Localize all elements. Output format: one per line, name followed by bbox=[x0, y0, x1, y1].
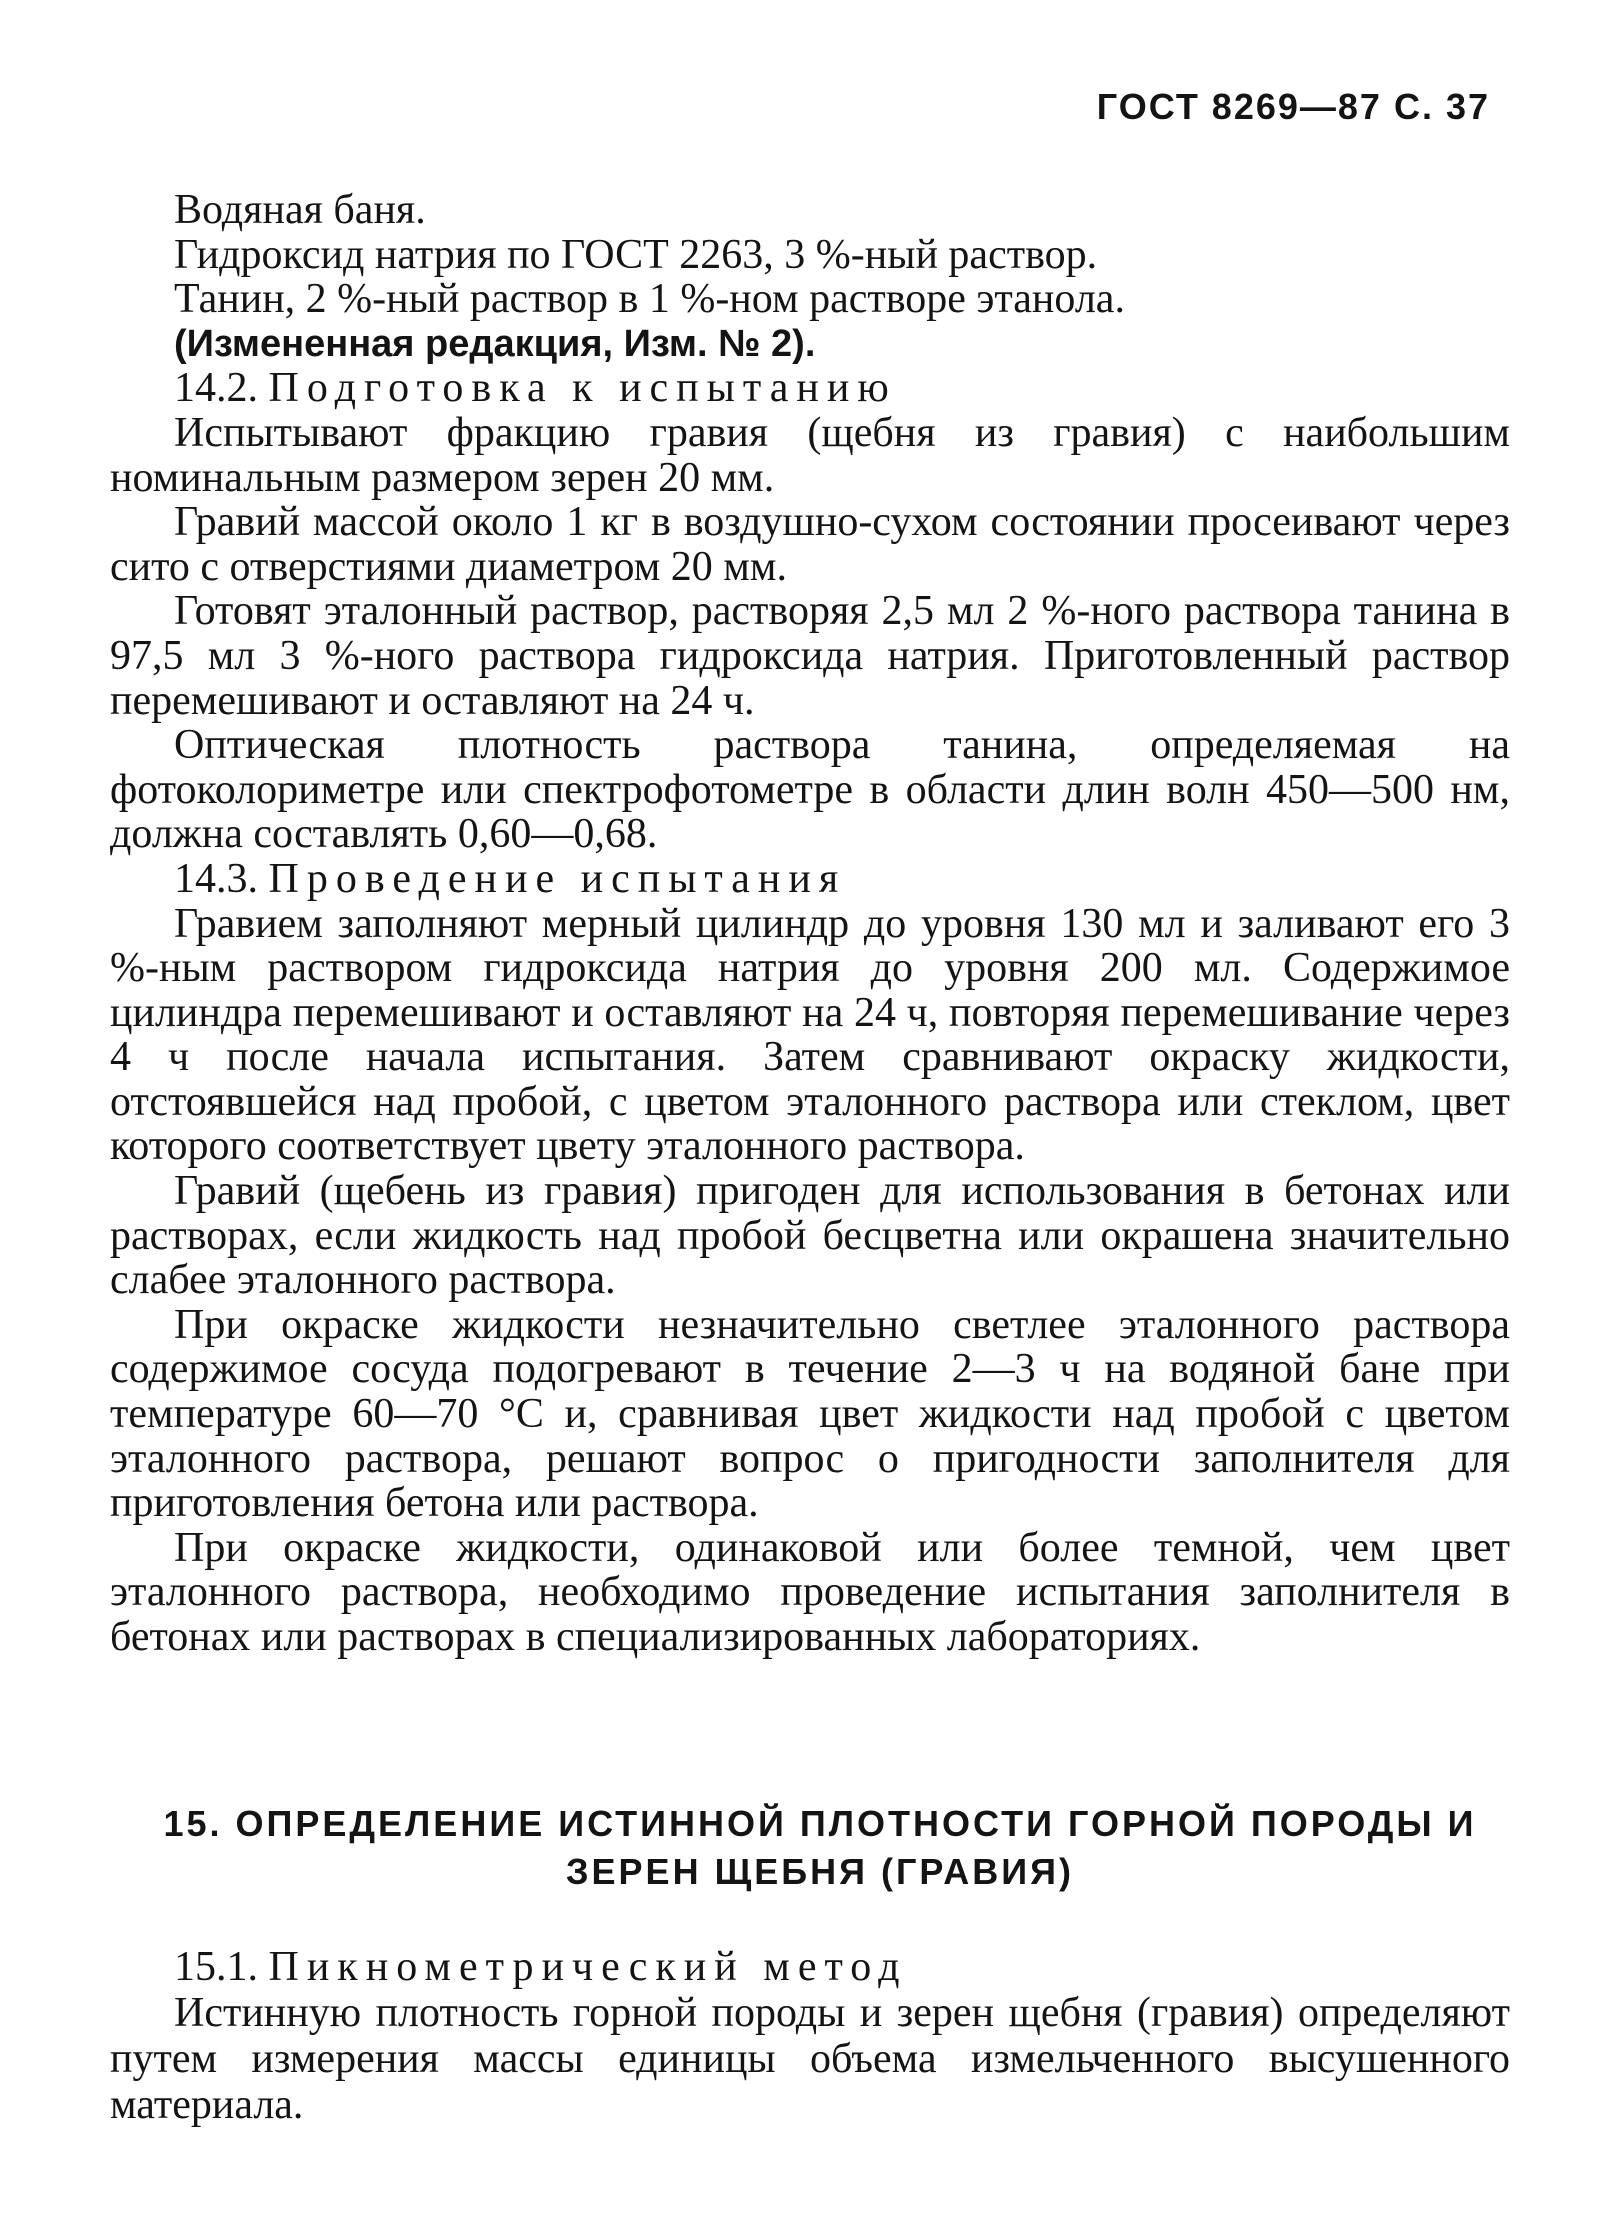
materials-list-item: Водяная баня. bbox=[174, 187, 426, 233]
paragraph: При окраске жидкости незначительно светлее эталонного раствора содержимое сосуда подогревают в течение 2—3 ч на водяной бане при температуре 60—70 °С и, сравнивая цвет жидкости над пробой с цветом эталонного раствора, решают вопрос о пригодности заполнителя для приготовления бетона или раствора. bbox=[110, 1301, 1510, 1527]
section-15-title bbox=[150, 1800, 1490, 1896]
paragraph: Испытывают фракцию гравия (щебня из гравия) с наибольшим номинальным размером зерен 20 мм. bbox=[110, 409, 1510, 501]
subsection-number: 14.3. bbox=[174, 855, 258, 902]
materials-list-item: Танин, 2 %-ный раствор в 1 %-ном растворе этанола. bbox=[174, 276, 1125, 323]
subsection-number: 15.1. bbox=[174, 1944, 258, 1990]
subsection-title: Проведение испытания bbox=[268, 855, 847, 902]
section-title-line: ЗЕРЕН ЩЕБНЯ (ГРАВИЯ) bbox=[565, 1851, 1074, 1892]
paragraph: Оптическая плотность раствора танина, определяемая на фотоколориметре или спектрофотометре в области длин волн 450—500 нм, должна составлять 0,60—0,68. bbox=[110, 722, 1510, 858]
paragraph: Готовят эталонный раствор, растворяя 2,5 мл 2 %-ного раствора танина в 97,5 мл 3 %-ного раствора гидроксида натрия. Приготовленный раствор перемешивают и оставляют на 24 ч. bbox=[110, 588, 1510, 724]
paragraph: Гравий массой около 1 кг в воздушно-сухом состоянии просеивают через сито с отверстиями диаметром 20 мм. bbox=[110, 499, 1510, 590]
subsection-title: Подготовка к испытанию bbox=[268, 365, 897, 412]
paragraph: Гравием заполняют мерный цилиндр до уровня 130 мл и заливают его 3 %-ным раствором гидроксида натрия до уровня 200 мл. Содержимое цилиндра перемешивают и оставляют на 24 ч, повторяя перемешивание через 4 ч после начала испытания. Затем сравнивают окраску жидкости, отстоявшейся над пробой, с цветом эталонного раствора или стеклом, цвет которого соответствует цвету эталонного раствора. bbox=[110, 900, 1510, 1170]
subsection-14-2-heading bbox=[110, 366, 1510, 411]
section-14-body bbox=[110, 188, 1510, 1660]
section-title-line: 15. ОПРЕДЕЛЕНИЕ ИСТИННОЙ ПЛОТНОСТИ ГОРНОЙ ПОРОДЫ И bbox=[163, 1803, 1477, 1844]
subsection-15-1-heading bbox=[110, 1944, 1510, 1990]
amendment-note: (Измененная редакция, Изм. № 2). bbox=[174, 322, 816, 365]
subsection-number: 14.2. bbox=[174, 365, 258, 412]
section-15-body bbox=[110, 1944, 1510, 2128]
subsection-14-3-heading bbox=[110, 857, 1510, 902]
materials-list-item: Гидроксид натрия по ГОСТ 2263, 3 %-ный раствор. bbox=[174, 231, 1098, 278]
paragraph: Гравий (щебень из гравия) пригоден для использования в бетонах или растворах, если жидкость над пробой бесцветна или окрашена значительно слабее эталонного раствора. bbox=[110, 1168, 1510, 1304]
paragraph: Истинную плотность горной породы и зерен щебня (гравия) определяют путем измерения массы единицы объема измельченного высушенного материала. bbox=[110, 1990, 1510, 2128]
subsection-title: Пикнометрический метод bbox=[268, 1944, 908, 1990]
paragraph: При окраске жидкости, одинаковой или более темной, чем цвет эталонного раствора, необходимо проведение испытания заполнителя в бетонах или растворах в специализированных лабораториях. bbox=[110, 1524, 1510, 1660]
running-header: ГОСТ 8269—87 С. 37 bbox=[1096, 86, 1490, 127]
